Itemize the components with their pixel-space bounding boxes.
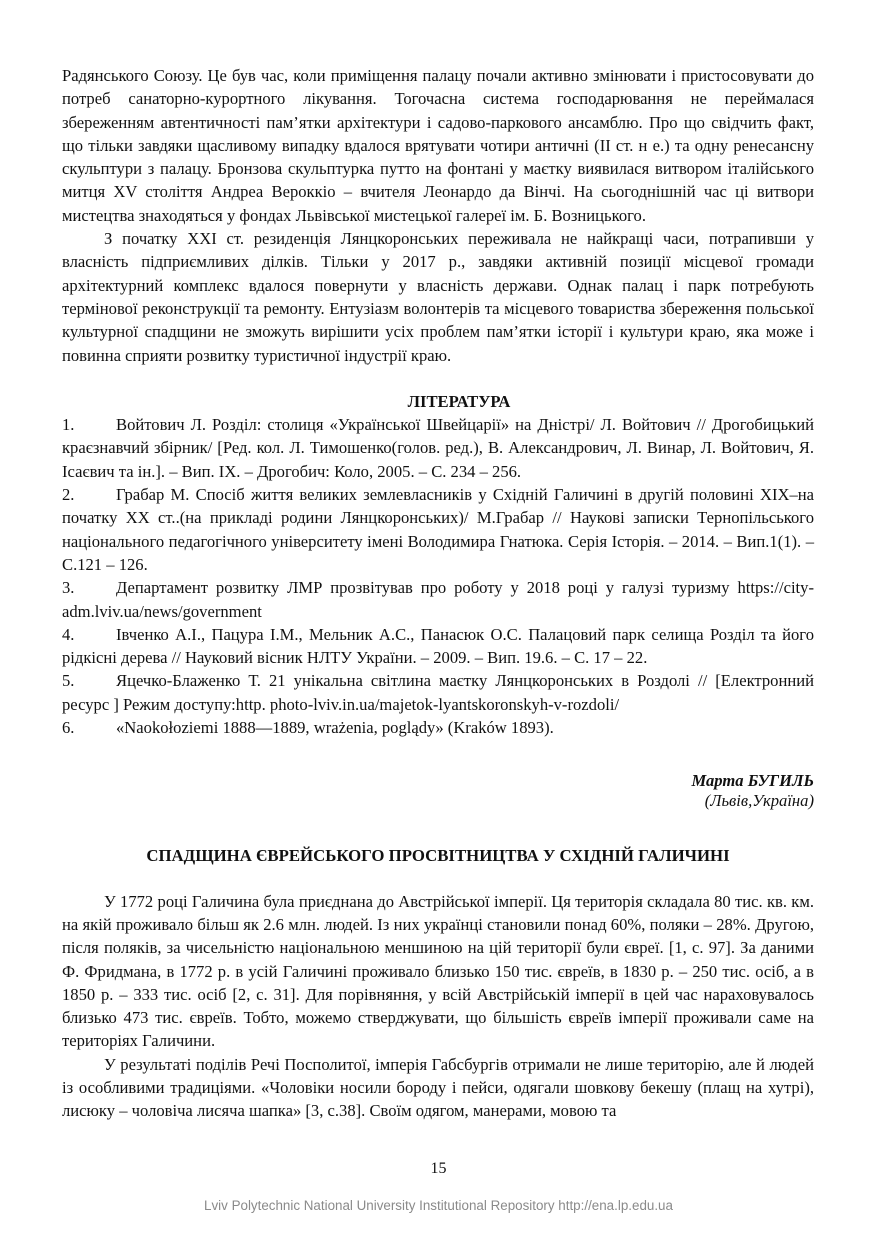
reference-text: «Naokołoziemi 1888—1889, wrażenia, poglądy» (Kraków 1893). xyxy=(116,718,554,738)
reference-text: Яцечко-Блаженко Т. 21 унікальна світлина маєтку Лянцкоронських в Роздолі // [Електронний ресурс ] Режим доступу:http. photo-lviv.in.ua/majetok-lyantskoronskyh-v-rozdoli/ xyxy=(62,671,814,714)
author-affiliation: (Львів,Україна) xyxy=(704,791,814,811)
document-page xyxy=(62,64,814,1123)
repository-footer: Lviv Polytechnic National University Institutional Repository http://ena.lp.edu.ua xyxy=(204,1198,673,1213)
reference-number: 2. xyxy=(62,485,75,505)
body-paragraph: У 1772 році Галичина була приєднана до Австрійської імперії. Ця територія складала 80 тис. кв. км. на якій проживало більш як 2.6 млн. людей. Із них українці становили понад 60%, поляки – 28%. Другою, після поляків, за чисельністю національною меншиною на цій території були євреї. [1, с. 97]. За даними Ф. Фридмана, в 1772 р. в усій Галичині проживало близько 150 тис. євреїв, в 1830 р. – 250 тис. осіб, а в 1850 р. – 333 тис. осіб [2, с. 31]. Для порівняння, у всій Австрійській імперії в цей час нараховувалось близько 473 тис. євреїв. Тобто, можемо стверджувати, що більшість євреїв імперії проживали саме на територіях Галичини. xyxy=(62,891,814,1051)
author-block xyxy=(62,771,814,811)
reference-text: Грабар М. Спосіб життя великих землевласників у Східній Галичині в другій половині ХІХ–на початку ХХ ст..(на прикладі родини Лянцкоронських)/ М.Грабар // Наукові записки Тернопільського національного педагогічного університету імені Володимира Гнатюка. Серія Історія. – 2014. – Вип.1(1). – С.121 – 126. xyxy=(62,485,814,574)
reference-item xyxy=(62,623,814,670)
reference-number: 4. xyxy=(62,624,75,644)
reference-number: 6. xyxy=(62,718,75,738)
reference-number: 3. xyxy=(62,578,75,598)
reference-item xyxy=(62,483,814,576)
reference-item xyxy=(62,669,814,716)
author-name: Марта БУГИЛЬ xyxy=(691,771,814,791)
body-paragraph: Радянського Союзу. Це був час, коли приміщення палацу почали активно змінювати і пристосовувати до потреб санаторно-курортного лікування. Тогочасна система господарювання не переймалася збереженням автентичності пам’ятки архітектури і садово-паркового ансамблю. Про що свідчить факт, що тільки завдяки щасливому випадку вдалося врятувати чотири античні (ІІ ст. н е.) та одну ренесансну скульптури з палацу. Бронзова скульптурка путто на фонтані у маєтку виявилася витвором італійського митця XV століття Андреа Вероккіо – вчителя Леонардо да Вінчі. На сьогоднішній час ці витвори мистецтва знаходяться у фондах Львівської мистецької галереї ім. Б. Возницького. xyxy=(62,66,814,225)
reference-list xyxy=(62,413,814,739)
reference-text: Івченко А.І., Пацура І.М., Мельник А.С., Панасюк О.С. Палацовий парк селища Розділ та його рідкісні дерева // Науковий вісник НЛТУ України. – 2009. – Вип. 19.6. – С. 17 – 22. xyxy=(62,624,814,668)
reference-number: 5. xyxy=(62,671,75,691)
reference-item xyxy=(62,716,814,739)
body-paragraph: У результаті поділів Речі Посполитої, імперія Габсбургів отримали не лише територію, але й людей із особливими традиціями. «Чоловіки носили бороду і пейси, одягали шовкову бекешу (плащ на хутрі), лисюку – чоловіча лисяча шапка» [3, с.38]. Своїм одягом, манерами, мовою та xyxy=(62,1054,814,1121)
article-title: СПАДЩИНА ЄВРЕЙСЬКОГО ПРОСВІТНИЦТВА У СХІДНІЙ ГАЛИЧИНІ xyxy=(146,846,730,866)
reference-number: 1. xyxy=(62,415,75,435)
page-number: 15 xyxy=(430,1160,447,1177)
reference-text: Департамент розвитку ЛМР прозвітував про роботу у 2018 році у галузі туризму https://city-adm.lviv.ua/news/government xyxy=(62,578,814,621)
body-paragraph: З початку XXI ст. резиденція Лянцкоронських переживала не найкращі часи, потрапивши у власність підприємливих ділків. Тільки у 2017 р., завдяки активній позиції місцевої громади архітектурний комплекс вдалося повернути у власність держави. Однак палац і парк потребують термінової реконструкції та ремонту. Ентузіазм волонтерів та місцевого товариства збереження польської культурної спадщини не зможуть вирішити усіх проблем пам’ятки історії і культури краю, яка може і повинна сприяти розвитку туристичної індустрії краю. xyxy=(62,229,814,365)
literature-heading: ЛІТЕРАТУРА xyxy=(407,391,511,411)
reference-item xyxy=(62,576,814,623)
reference-text: Войтович Л. Розділ: столиця «Української Швейцарії» на Дністрі/ Л. Войтович // Дрогобицький краєзнавчий збірник/ [Ред. кол. Л. Тимошенко(голов. ред.), В. Александрович, Л. Винар, Л. Войтович, Я. Ісаєвич та ін.]. – Вип. IX. – Дрогобич: Коло, 2005. – С. 234 – 256. xyxy=(62,415,814,481)
reference-item xyxy=(62,413,814,483)
